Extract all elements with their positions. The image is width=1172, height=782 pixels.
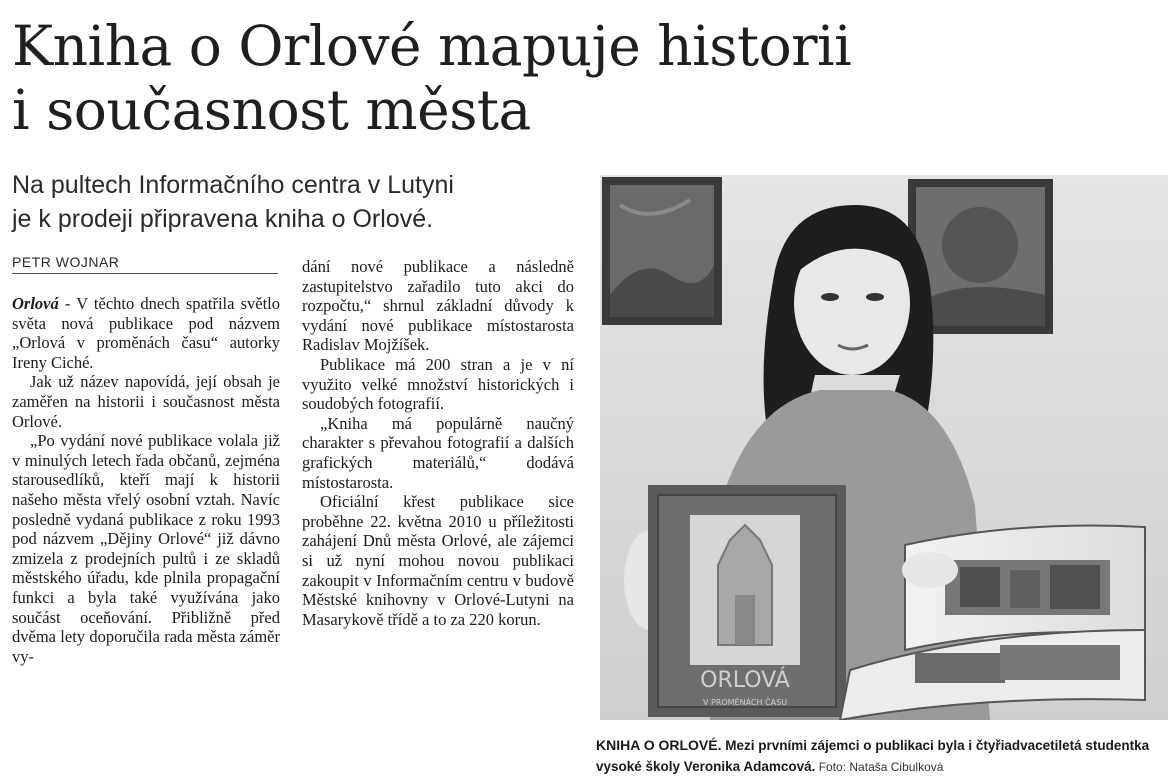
painting-left — [602, 177, 722, 325]
hand-right — [902, 552, 958, 588]
subheadline-line-2: je k prodeji připravena kniha o Orlové. — [12, 205, 434, 233]
article-column-1 — [12, 294, 280, 666]
caption-credit: Foto: Nataša Cibulková — [815, 760, 944, 774]
headline-line-1: Kniha o Orlové mapuje historii — [12, 14, 852, 78]
paragraph: „Po vydání nové publikace volala již v minulých letech řada občanů, zejména starousedlíků, kteří mají k historii našeho města vřelý osobní vztah. Navíc posledně vydaná publikace z roku 1993 pod názvem „Dějiny Orlové“ již dávno zmizela z prodejních pultů i ze skladů městského úřadu, kde plnila propagační funkci a byla také využívána jako součást oceňování. Přibližně před dvěma lety doporučila rada města záměr vy- — [12, 431, 280, 666]
paragraph: Oficiální křest publikace sice proběhne 22. května 2010 u příležitosti zahájení Dnů města Orlové, ale zájemci si už nyní mohou novou publikaci zakoupit v Informačním centru v budově Městské knihovny v Orlové-Lutyni na Masarykově třídě a to za 220 korun. — [302, 492, 574, 629]
article-photo — [600, 175, 1168, 720]
subheadline-line-1: Na pultech Informačního centra v Lutyni — [12, 171, 454, 199]
headline-line-2: i současnost města — [12, 78, 531, 142]
paragraph-continued: dání nové publikace a následně zastupitelstvo zařadilo tuto akci do rozpočtu,“ shrnul základní důvody k vydání nové publikace místostarosta Radislav Mojžíšek. — [302, 257, 574, 355]
article-column-2 — [302, 257, 574, 629]
photo-illustration — [600, 175, 1168, 720]
paragraph: „Kniha má populárně naučný charakter s převahou fotografií a dalších grafických materiálů,“ dodává místostarosta. — [302, 413, 574, 492]
paragraph: Publikace má 200 stran a je v ní využito velké množství historických i soudobých fotografií. — [302, 354, 574, 414]
caption-text: Mezi prvními zájemci o publikaci byla i čtyřiadvacetiletá studentka vysoké školy Veronika Adamcová. — [596, 738, 1150, 774]
lead-text: - V těchto dnech spatřila světlo světa nová publikace pod názvem „Orlová v proměnách času“ autorky Ireny Ciché. — [12, 294, 280, 372]
book-cover-title: ORLOVÁ — [700, 668, 790, 693]
photo-caption — [596, 735, 1170, 778]
byline: PETR WOJNAR — [12, 254, 278, 274]
headline — [12, 14, 1162, 142]
book-held — [648, 485, 846, 717]
lead-city: Orlová — [12, 294, 59, 313]
book-cover-subtitle: V PROMĚNÁCH ČASU — [702, 698, 788, 707]
paragraph-lead — [12, 294, 280, 372]
paragraph: Jak už název napovídá, její obsah je zaměřen na historii i současnost města Orlové. — [12, 372, 280, 431]
caption-title: KNIHA O ORLOVÉ. — [596, 737, 722, 753]
subheadline — [12, 168, 592, 236]
